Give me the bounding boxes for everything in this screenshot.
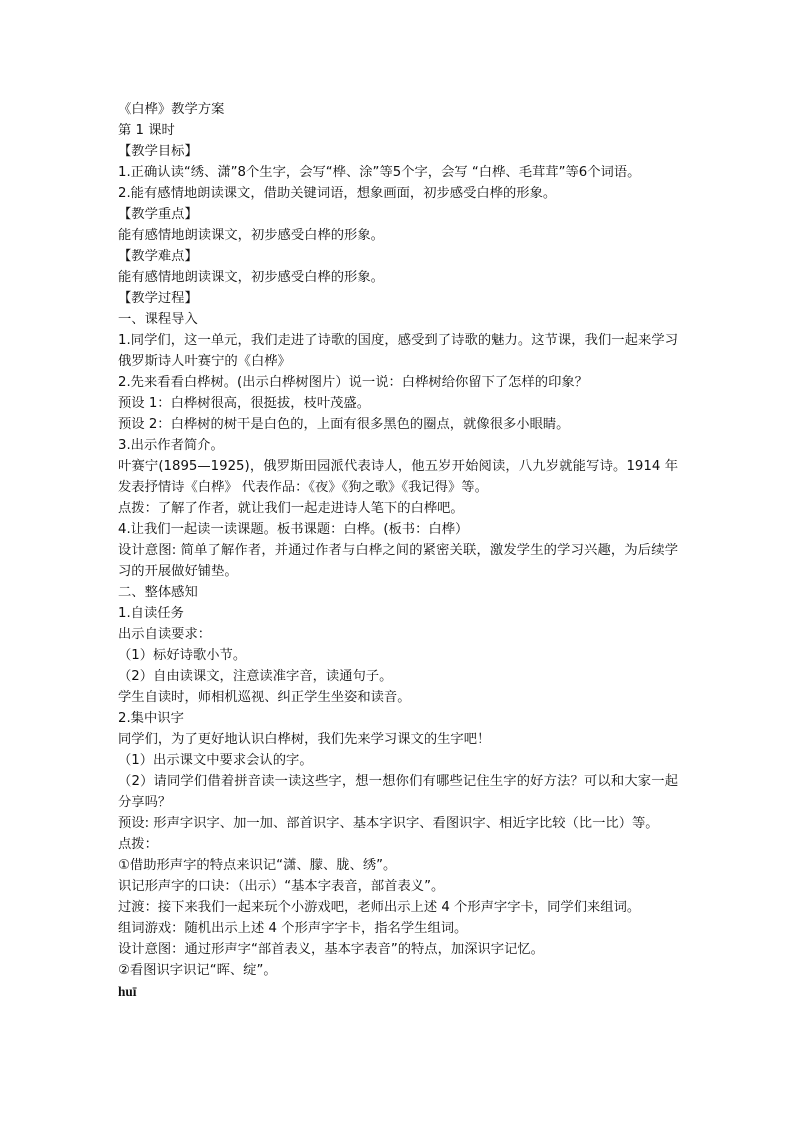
- phono-semantic-item: ①借助形声字的特点来识记“潇、朦、胧、绣”。: [118, 858, 397, 873]
- objective-1: 1.正确认读“绣、潇”8个生字，会写“桦、涂”等5个字，会写 “白桦、毛茸茸”等6个词语。: [118, 165, 641, 180]
- transition: 过渡：接下来我们一起来玩个小游戏吧，老师出示上述 4 个形声字字卡，同学们来组词。: [118, 900, 641, 915]
- guidance-1: 点拨：了解了作者，就让我们一起走进诗人笔下的白桦吧。: [118, 501, 464, 516]
- difficulties-text: 能有感情地朗读课文，初步感受白桦的形象。: [118, 270, 384, 285]
- author-intro: 叶赛宁(1895—1925)，俄罗斯田园派代表诗人，他五岁开始阅读，八九岁就能写诗。1914 年发表抒情诗《白桦》 代表作品：《夜》《狗之歌》《我记得》等。: [118, 459, 678, 495]
- overview-step-1: 1.自读任务: [118, 606, 184, 621]
- section-heading-difficulties: 【教学难点】: [118, 249, 198, 264]
- document-title: 《白桦》教学方案: [118, 102, 225, 117]
- section-heading-process: 【教学过程】: [118, 291, 198, 306]
- part-heading-intro: 一、课程导入: [118, 312, 198, 327]
- teacher-note: 学生自读时，师相机巡视、纠正学生坐姿和读音。: [118, 690, 411, 705]
- word-game: 组词游戏：随机出示上述 4 个形声字字卡，指名学生组词。: [118, 921, 468, 936]
- design-intent-1: 设计意图: 简单了解作者，并通过作者与白桦之间的紧密关联，激发学生的学习兴趣，为后续学习的开展做好铺垫。: [118, 543, 678, 579]
- intro-step-4: 4.让我们一起读一读课题。板书课题：白桦。(板书：白桦）: [118, 522, 469, 537]
- key-points-text: 能有感情地朗读课文，初步感受白桦的形象。: [118, 228, 384, 243]
- part-heading-overview: 二、整体感知: [118, 585, 198, 600]
- requirement-2: （2）自由读课文，注意读准字音，读通句子。: [118, 669, 393, 684]
- guidance-2: 点拨：: [118, 837, 158, 852]
- literacy-intro: 同学们，为了更好地认识白桦树，我们先来学习课文的生字吧！: [118, 732, 491, 747]
- literacy-step-2: （2）请同学们借着拼音读一读这些字，想一想你们有哪些记住生字的好方法？可以和大家一起分享吗？: [118, 774, 678, 810]
- document-page: [118, 99, 678, 1002]
- pinyin-label: huī: [118, 984, 137, 999]
- picture-literacy-item: ②看图识字识记“晖、绽”。: [118, 963, 277, 978]
- reading-requirements: 出示自读要求：: [118, 627, 212, 642]
- intro-step-3: 3.出示作者简介。: [118, 438, 224, 453]
- section-heading-objectives: 【教学目标】: [118, 144, 198, 159]
- objective-2: 2.能有感情地朗读课文，借助关键词语，想象画面，初步感受白桦的形象。: [118, 186, 557, 201]
- requirement-1: （1）标好诗歌小节。: [118, 648, 247, 663]
- preset-2: 预设 2：白桦树的树干是白色的，上面有很多黑色的圈点，就像很多小眼睛。: [118, 417, 570, 432]
- preset-methods: 预设: 形声字识字、加一加、部首识字、基本字识字、看图识字、相近字比较（比一比）等。: [118, 816, 659, 831]
- lesson-number: 第 1 课时: [118, 123, 175, 138]
- literacy-step-1: （1）出示课文中要求会认的字。: [118, 753, 313, 768]
- intro-step-1: 1.同学们，这一单元，我们走进了诗歌的国度，感受到了诗歌的魅力。这节课，我们一起来学习俄罗斯诗人叶赛宁的《白桦》: [118, 333, 678, 369]
- mnemonic: 识记形声字的口诀：（出示）“基本字表音，部首表义”。: [118, 879, 445, 894]
- preset-1: 预设 1：白桦树很高，很挺拔，枝叶茂盛。: [118, 396, 371, 411]
- overview-step-2: 2.集中识字: [118, 711, 184, 726]
- intro-step-2: 2.先来看看白桦树。(出示白桦树图片）说一说：白桦树给你留下了怎样的印象？: [118, 375, 588, 390]
- design-intent-2: 设计意图：通过形声字“部首表义，基本字表音”的特点，加深识字记忆。: [118, 942, 544, 957]
- section-heading-key-points: 【教学重点】: [118, 207, 198, 222]
